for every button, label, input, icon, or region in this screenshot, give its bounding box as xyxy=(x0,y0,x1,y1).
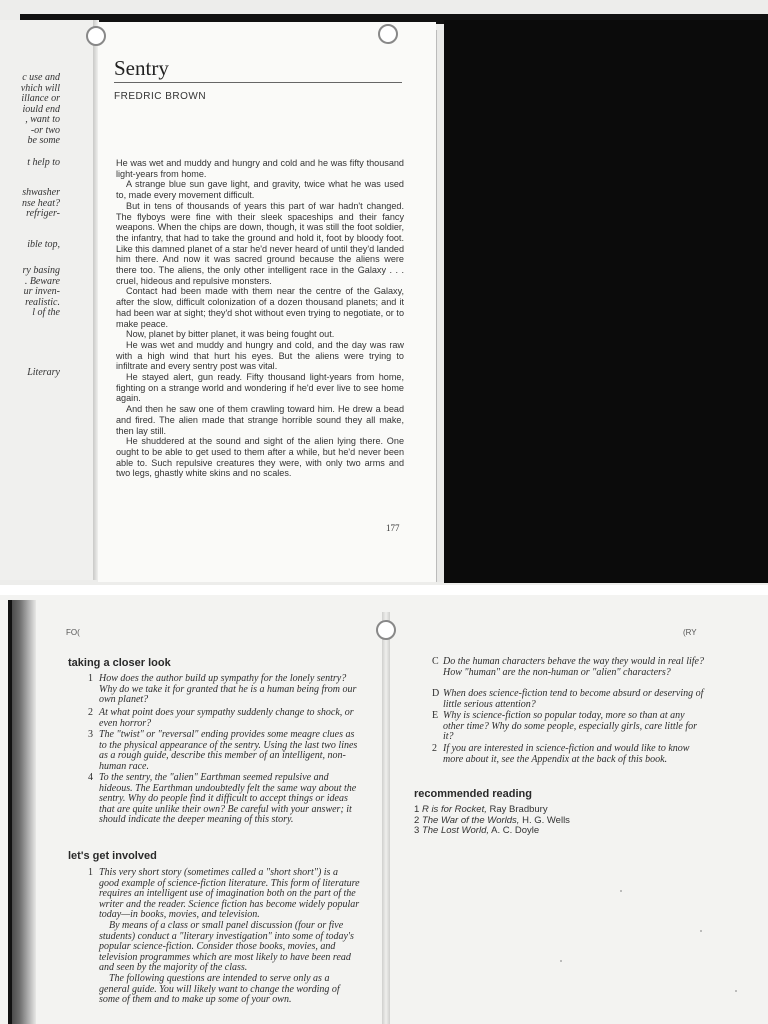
section-heading-closer-look: taking a closer look xyxy=(68,657,171,669)
list-item: D When does science-fiction tend to become absurd or deserving of little serious attention? xyxy=(432,688,704,710)
center-gutter xyxy=(382,612,390,1024)
binder-ring-icon xyxy=(378,24,398,44)
get-involved-block: 1 This very short story (sometimes called a "short short") is a good example of science-fiction literature. This form of literature requires an intelligent use of imagination both on the part of the writer and the reader. Science fiction has become widely popular today—in books, movies, and television. By means of a class or small panel discussion (four or five students) conduct a "literary investigation" into some of today's popular science-fiction. Consider those books, movies, and television programmes which are most likely to have been read and seen by the majority of the class. The following questions are intended to serve only as a general guide. You will likely want to change the wording of some of them and to make up some of your own. xyxy=(88,867,360,1006)
story-paragraph: But in tens of thousands of years this part of war hadn't changed. The flyboys were fine with their sleek spaceships and their fancy weapons. When the chips are down, though, it was still the foot soldier, the infantry, that had to take the ground and hold it, foot by bloody foot. Like this damned planet of a star he'd never heard of until they'd landed him there. And now it was sacred ground because the aliens were there too. The aliens, the only other intelligent race in the Galaxy . . . cruel, hideous and repulsive monsters. xyxy=(116,200,404,286)
list-item: E Why is science-fiction so popular today, more so than at any other time? Why do some people, especially girls, care little for it? xyxy=(432,710,698,743)
list-item: 2 The War of the Worlds, H. G. Wells xyxy=(414,814,570,826)
list-item: 3 The "twist" or "reversal" ending provides some meagre clues as to the physical appearance of the sentry. Using the last two lines as a rough guide, describe this member of an intelligent, non-human race. xyxy=(88,729,358,772)
story-body xyxy=(116,158,404,479)
list-item: 2 At what point does your sympathy suddenly change to shock, or even horror? xyxy=(88,707,354,729)
running-header-right: (RY xyxy=(683,628,697,637)
left-margin-snippet: ible top, xyxy=(27,239,60,250)
list-item: 1 R is for Rocket, Ray Bradbury xyxy=(414,804,548,815)
story-paragraph: A strange blue sun gave light, and gravity, twice what he was used to, made every movement difficult. xyxy=(116,179,404,201)
section-heading-get-involved: let's get involved xyxy=(68,850,157,862)
running-header-left: FO( xyxy=(66,628,80,637)
page-number: 177 xyxy=(386,523,400,533)
list-item: 2 If you are interested in science-fiction and would like to know more about it, see the Appendix at the back of this book. xyxy=(432,743,690,765)
story-paragraph: And then he saw one of them crawling toward him. He drew a bead and fired. The alien made that strange horrible sound they all make, then lay still. xyxy=(116,404,404,436)
story-paragraph: He stayed alert, gun ready. Fifty thousand light-years from home, fighting on a strange world and wondering if he'd ever live to see home again. xyxy=(116,372,404,404)
left-margin-snippet: c use and vhich will illance or iould end , want to -or two be some xyxy=(20,72,60,146)
dark-scan-region xyxy=(444,20,768,583)
involved-paragraph: This very short story (sometimes called a "short short") is a good example of science-fiction literature. This form of literature requires an intelligent use of imagination both on the part of the writer and the reader. Science fiction has become widely popular today—in books, movies, and television. xyxy=(99,867,360,921)
list-item: 1 How does the author build up sympathy for the lonely sentry? Why do we take it for granted that he is a human being from our own planet? xyxy=(88,673,357,706)
scan-speck xyxy=(620,890,622,892)
story-author: FREDRIC BROWN xyxy=(114,91,207,102)
book-spine-edge xyxy=(8,600,12,1024)
binder-ring-icon xyxy=(86,26,106,46)
scan-speck xyxy=(700,930,702,932)
list-item: 3 The Lost World, A. C. Doyle xyxy=(414,825,540,836)
left-margin-snippet: shwasher nse heat? refriger- xyxy=(21,187,60,219)
left-margin-snippet: ry basing . Beware ur inven- realistic. l of the xyxy=(22,265,60,318)
list-item: C Do the human characters behave the way they would in real life? How "human" are the non-human or "alien" characters? xyxy=(432,656,704,678)
story-paragraph: Now, planet by bitter planet, it was being fought out. xyxy=(126,329,335,340)
scan-divider xyxy=(0,585,768,595)
involved-paragraph: The following questions are intended to serve only as a general guide. You will likely want to change the wording of some of them and to make up some of your own. xyxy=(99,972,340,1006)
section-heading-recommended-reading: recommended reading xyxy=(414,788,532,800)
scan-speck xyxy=(735,990,737,992)
title-rule xyxy=(114,82,402,83)
book-spine-shadow xyxy=(8,600,36,1024)
list-item: 4 To the sentry, the "alien" Earthman seemed repulsive and hideous. The Earthman undoubtedly felt the same way about the sentry. Why do people find it difficult to accept things or ideas that are quite unlike their own? Be careful with your answer; it should indicate the deeper meaning of this story. xyxy=(88,772,357,826)
left-margin-snippet: t help to xyxy=(27,157,60,168)
scan-speck xyxy=(560,960,562,962)
story-title: Sentry xyxy=(114,56,169,80)
binder-ring-icon xyxy=(376,620,396,640)
story-paragraph: Contact had been made with them near the centre of the Galaxy, after the slow, difficult colonization of a dozen thousand planets; and it had been war at sight; they'd shot without even trying to negotiate, or to make peace. xyxy=(116,286,404,329)
story-paragraph: He shuddered at the sound and sight of the alien lying there. One ought to be able to get used to them after a while, but he'd never been able to. Such repulsive creatures they were, with only two arms and two legs, ghastly white skins and no scales. xyxy=(116,436,404,479)
story-paragraph: He was wet and muddy and hungry and cold and he was fifty thousand light-years from home. xyxy=(116,158,404,179)
left-margin-snippet: Literary xyxy=(27,367,60,378)
story-paragraph: He was wet and muddy and hungry and cold, and the day was raw with a high wind that hurt his eyes. But the aliens were trying to infiltrate and every sentry post was vital. xyxy=(116,339,404,372)
involved-paragraph: By means of a class or small panel discussion (four or five students) conduct a "literary investigation" into some of today's popular science-fiction. Consider those books, movies, and television programmes which are most likely to have been read and seen by the majority of the class. xyxy=(99,919,354,974)
recommended-reading-list xyxy=(414,805,694,837)
